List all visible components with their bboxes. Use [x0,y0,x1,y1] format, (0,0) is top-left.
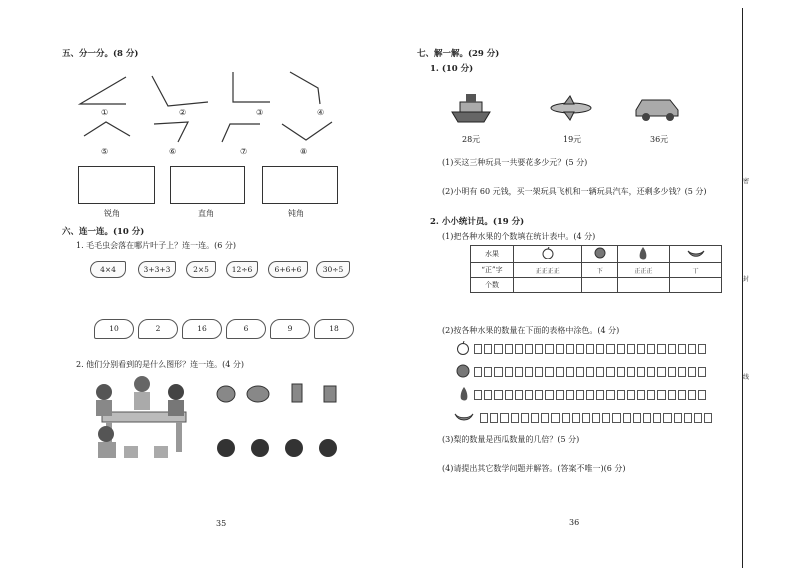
head-view-1 [217,439,235,457]
grid-cell[interactable] [505,344,513,354]
grid-cell[interactable] [637,390,645,400]
grid-cell[interactable] [637,367,645,377]
grid-cell[interactable] [663,413,671,423]
grid-cell[interactable] [688,390,696,400]
grid-cell[interactable] [556,390,564,400]
grid-cell[interactable] [592,413,600,423]
grid-cell[interactable] [551,413,559,423]
tally-cell: 正正正正 [514,263,582,278]
grid-cell[interactable] [657,367,665,377]
fruit-stats-table [470,245,722,293]
grid-cell[interactable] [505,367,513,377]
pear-icon [458,386,470,402]
table-row [471,263,722,278]
grid-cell[interactable] [566,390,574,400]
head-views [212,436,342,464]
grid-cell[interactable] [515,390,523,400]
section7-q2-1: (1)把各种水果的个数填在统计表中。(4 分) [442,232,596,241]
leaf-6[interactable]: 18 [314,319,354,339]
grid-cell[interactable] [545,367,553,377]
grid-cell[interactable] [606,344,614,354]
grid-cell[interactable] [698,367,706,377]
grid-cell[interactable] [576,344,584,354]
caterpillar-6[interactable]: 30÷5 [316,261,350,278]
grid-cell[interactable] [484,344,492,354]
watermelon-icon [456,364,470,378]
leaf-4[interactable]: 6 [226,319,266,339]
angle-label-4: ④ [317,108,325,117]
grid-cell[interactable] [596,367,604,377]
angle-1 [80,77,126,104]
obtuse-angle-label: 钝角 [288,209,304,218]
grid-cell[interactable] [674,413,682,423]
grid-cell[interactable] [623,413,631,423]
grid-cell[interactable] [521,413,529,423]
angle-6 [154,122,188,142]
table-row [471,278,722,293]
grid-cell[interactable] [617,367,625,377]
section7-q2-title: 2. 小小统计员。(19 分) [430,217,525,227]
angle-label-8: ⑧ [300,147,308,156]
section7-title: 七、解一解。(29 分) [417,49,500,59]
grid-cell[interactable] [576,390,584,400]
section6-title: 六、连一连。(10 分) [62,227,145,237]
section7-q2-3: (3)梨的数量是西瓜数量的几倍？(5 分) [442,435,580,444]
head-view-2 [251,439,269,457]
grid-cell[interactable] [668,367,676,377]
head-view-4 [319,439,337,457]
banana-icon [454,411,474,423]
grid-cell[interactable] [643,413,651,423]
grid-cell[interactable] [556,367,564,377]
grid-cell[interactable] [474,390,482,400]
teapot-view-4 [324,386,336,402]
table-header-cell: 水果 [471,246,514,263]
teapot-view-3 [292,384,302,402]
grid-cell[interactable] [535,390,543,400]
grid-cell[interactable] [694,413,702,423]
count-input-cell[interactable] [582,278,618,293]
count-input-cell[interactable] [670,278,722,293]
grid-cell[interactable] [704,413,712,423]
grid-cell[interactable] [596,390,604,400]
angle-2 [152,76,208,106]
caterpillar-2[interactable]: 3+3+3 [138,261,176,278]
grid-cell[interactable] [500,413,508,423]
price-ship: 28元 [462,135,481,144]
grid-cell[interactable] [633,413,641,423]
grid-cell[interactable] [688,344,696,354]
angle-label-5: ⑤ [101,147,109,156]
grid-cell[interactable] [647,344,655,354]
grid-cell[interactable] [698,344,706,354]
grid-cell[interactable] [474,367,482,377]
tally-cell: 丅 [670,263,722,278]
grid-cell[interactable] [617,390,625,400]
angle-label-2: ② [179,108,187,117]
grid-cell[interactable] [541,413,549,423]
grid-cell[interactable] [627,390,635,400]
angle-label-6: ⑥ [169,147,177,156]
apple-icon [542,247,554,259]
leaf-5[interactable]: 9 [270,319,310,339]
grid-cell[interactable] [606,390,614,400]
grid-cell[interactable] [678,390,686,400]
grid-cell[interactable] [582,413,590,423]
grid-cell[interactable] [535,344,543,354]
grid-cell[interactable] [494,390,502,400]
acute-angle-box[interactable] [78,166,155,204]
margin-char-seal: 密 [743,178,750,185]
teapot-views [212,376,342,406]
table-header-cell: 个数 [471,278,514,293]
section7-q2-2: (2)按各种水果的数量在下面的表格中涂色。(4 分) [442,326,620,335]
count-input-cell[interactable] [617,278,669,293]
grid-cell[interactable] [684,413,692,423]
grid-cell[interactable] [617,344,625,354]
grid-cell[interactable] [657,390,665,400]
margin-char-close: 封 [743,276,750,283]
grid-cell[interactable] [484,367,492,377]
grid-cell[interactable] [688,367,696,377]
grid-cell[interactable] [657,344,665,354]
grid-cell[interactable] [606,367,614,377]
grid-cell[interactable] [647,390,655,400]
grid-cell[interactable] [586,344,594,354]
section5-title: 五、分一分。(8 分) [62,49,139,59]
angle-5 [84,122,130,136]
section7-q1-1: (1)买这三种玩具一共要花多少元？(5 分) [442,158,588,167]
banana-color-row[interactable] [480,413,714,423]
teapot-view-1 [217,386,235,402]
angle-label-3: ③ [256,108,264,117]
table-header-cell: “正”字 [471,263,514,278]
grid-cell[interactable] [653,413,661,423]
watermelon-icon [594,247,606,259]
leaf-2[interactable]: 2 [138,319,178,339]
section7-q1-2: (2)小明有 60 元钱，买一架玩具飞机和一辆玩具汽车，还剩多少钱？(5 分) [442,187,707,196]
grid-cell[interactable] [525,367,533,377]
grid-cell[interactable] [586,367,594,377]
grid-cell[interactable] [602,413,610,423]
grid-cell[interactable] [637,344,645,354]
left-page-number: 35 [216,519,227,528]
leaf-1[interactable]: 10 [94,319,134,339]
watermelon-color-row[interactable] [474,367,708,377]
grid-cell[interactable] [596,344,604,354]
grid-cell[interactable] [572,413,580,423]
section6-q1: 1. 毛毛虫会落在哪片叶子上？连一连。(6 分) [76,241,237,250]
binding-line [742,8,743,568]
right-angle-box[interactable] [170,166,245,204]
grid-cell[interactable] [566,344,574,354]
grid-cell[interactable] [545,344,553,354]
section7-q1-title: 1. (10 分) [430,64,474,74]
acute-angle-label: 锐角 [104,209,120,218]
price-airplane: 19元 [563,135,582,144]
grid-cell[interactable] [531,413,539,423]
angle-3 [233,72,270,102]
angle-4 [290,72,320,104]
grid-cell[interactable] [586,390,594,400]
grid-cell[interactable] [627,344,635,354]
right-page-number: 36 [569,518,580,527]
grid-cell[interactable] [474,344,482,354]
grid-cell[interactable] [505,390,513,400]
pear-color-row[interactable] [474,390,708,400]
grid-cell[interactable] [515,367,523,377]
grid-cell[interactable] [678,344,686,354]
grid-cell[interactable] [515,344,523,354]
grid-cell[interactable] [562,413,570,423]
grid-cell[interactable] [511,413,519,423]
children-table-illustration [84,372,200,464]
grid-cell[interactable] [647,367,655,377]
toy-car [632,90,682,122]
grid-cell[interactable] [576,367,584,377]
count-input-cell[interactable] [514,278,582,293]
grid-cell[interactable] [494,344,502,354]
section7-q2-4: (4)请提出其它数学问题并解答。(答案不唯一)(6 分) [442,464,626,473]
teapot-view-2 [247,386,269,402]
tally-cell: 正正正 [617,263,669,278]
pear-icon [637,246,649,260]
obtuse-angle-box[interactable] [262,166,338,204]
apple-icon [456,341,470,355]
grid-cell[interactable] [494,367,502,377]
grid-cell[interactable] [525,344,533,354]
grid-cell[interactable] [545,390,553,400]
grid-cell[interactable] [556,344,564,354]
caterpillar-4[interactable]: 12÷6 [226,261,258,278]
leaf-3[interactable]: 16 [182,319,222,339]
grid-cell[interactable] [566,367,574,377]
angle-label-1: ① [101,108,109,117]
grid-cell[interactable] [535,367,543,377]
angle-8 [282,122,332,140]
grid-cell[interactable] [612,413,620,423]
angle-label-7: ⑦ [240,147,248,156]
toy-ship [448,88,494,128]
grid-cell[interactable] [678,367,686,377]
apple-color-row[interactable] [474,344,708,354]
caterpillar-1[interactable]: 4×4 [90,261,126,278]
toy-airplane [548,94,594,122]
margin-char-line: 线 [743,374,750,381]
right-angle-label: 直角 [198,209,214,218]
grid-cell[interactable] [480,413,488,423]
price-car: 36元 [650,135,669,144]
tally-cell: 下 [582,263,618,278]
caterpillar-5[interactable]: 6+6+6 [268,261,308,278]
section6-q2: 2. 他们分别看到的是什么图形？连一连。(4 分) [76,360,245,369]
table-row [471,246,722,263]
grid-cell[interactable] [668,390,676,400]
grid-cell[interactable] [627,367,635,377]
grid-cell[interactable] [668,344,676,354]
caterpillar-3[interactable]: 2×5 [186,261,216,278]
banana-icon [687,248,705,258]
grid-cell[interactable] [490,413,498,423]
head-view-3 [285,439,303,457]
grid-cell[interactable] [484,390,492,400]
grid-cell[interactable] [525,390,533,400]
angle-7 [222,124,260,142]
grid-cell[interactable] [698,390,706,400]
